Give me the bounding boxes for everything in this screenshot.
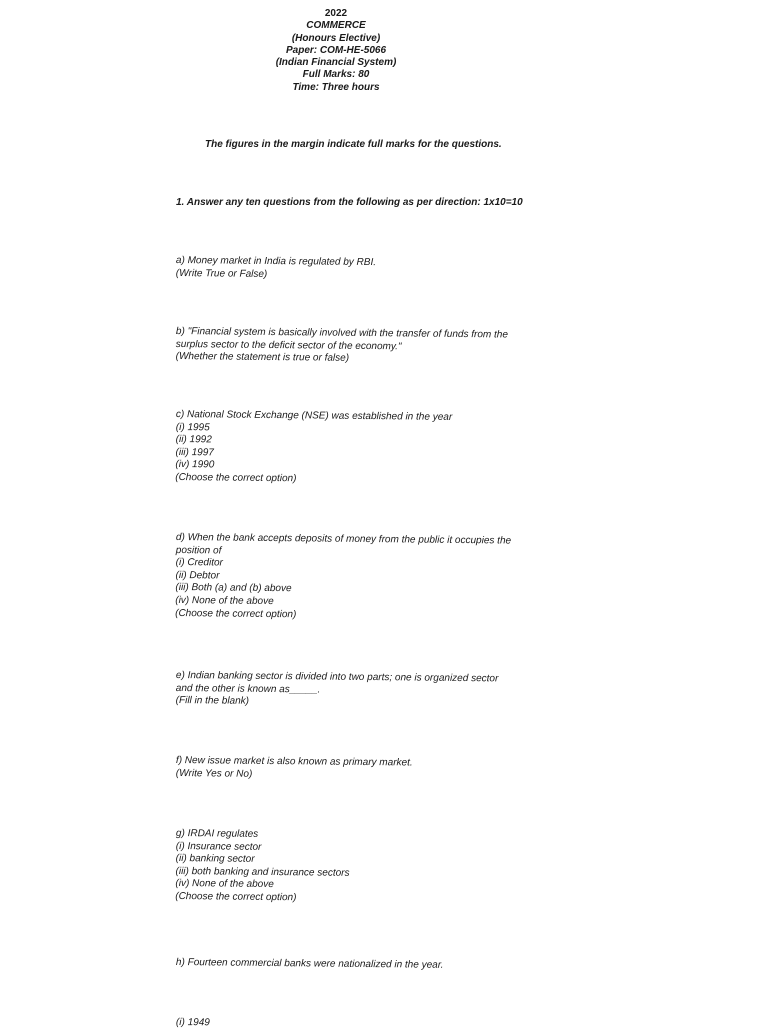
question-direction: (Write Yes or No) — [175, 767, 253, 780]
question-line: surplus sector to the deficit sector of the economy." — [175, 338, 402, 352]
question-option: (iv) 1990 — [175, 459, 215, 471]
question-direction: (Choose the correct option) — [175, 471, 297, 485]
question-line: c) National Stock Exchange (NSE) was established in the year — [175, 409, 453, 423]
question-1b — [176, 326, 516, 367]
question-1d — [175, 532, 516, 624]
question-1f — [176, 755, 516, 784]
question-option: (iii) both banking and insurance sectors — [175, 865, 350, 879]
exam-paper-code: Paper: COM-HE-5066 — [285, 44, 387, 56]
exam-course: (Honours Elective) — [291, 32, 381, 44]
question-1e — [176, 670, 516, 711]
question-1-heading: 1. Answer any ten questions from the following as per direction: 1x10=10 — [176, 197, 523, 208]
question-option: (i) Insurance sector — [175, 840, 262, 853]
question-option: (i) 1995 — [175, 421, 210, 433]
exam-paper-title: (Indian Financial System) — [275, 57, 397, 69]
question-line: f) New issue market is also known as primary market. — [175, 755, 413, 769]
question-option: (i) 1949 — [175, 1017, 210, 1029]
exam-subject: COMMERCE — [306, 20, 366, 32]
exam-time: Time: Three hours — [292, 81, 380, 93]
question-direction: (Choose the correct option) — [175, 890, 297, 904]
question-option: (iii) 1997 — [175, 446, 214, 459]
question-1g — [175, 828, 516, 907]
question-1h — [176, 957, 516, 973]
question-option: (ii) Debtor — [175, 569, 220, 582]
exam-header — [236, 8, 436, 94]
question-line: a) Money market in India is regulated by RBI. — [175, 255, 377, 269]
question-line: e) Indian banking sector is divided into two parts; one is organized sector — [175, 670, 499, 685]
exam-full-marks: Full Marks: 80 — [302, 69, 370, 81]
question-direction: (Choose the correct option) — [175, 607, 297, 620]
question-line: b) "Financial system is basically involved with the transfer of funds from the — [175, 326, 509, 341]
question-option: (iv) None of the above — [175, 594, 274, 607]
question-line: (Write True or False) — [175, 267, 268, 280]
question-1h-option — [176, 1017, 516, 1033]
question-option: (i) Creditor — [175, 557, 223, 569]
question-option: (ii) banking sector — [175, 853, 255, 866]
question-line: (Whether the statement is true or false) — [175, 351, 350, 365]
question-line: position of — [175, 544, 222, 557]
question-direction: (Fill in the blank) — [175, 695, 250, 707]
question-option: (iv) None of the above — [175, 878, 274, 891]
question-line: and the other is known as_____. — [175, 682, 321, 696]
question-line: g) IRDAI regulates — [175, 828, 259, 840]
question-option: (ii) 1992 — [175, 434, 212, 446]
exam-instruction: The figures in the margin indicate full marks for the questions. — [205, 139, 502, 150]
question-line: h) Fourteen commercial banks were nationalized in the year. — [175, 957, 444, 971]
question-1a — [176, 255, 516, 284]
question-line: d) When the bank accepts deposits of money from the public it occupies the — [175, 532, 512, 547]
question-1c — [175, 409, 516, 488]
exam-year: 2022 — [324, 8, 348, 19]
question-option: (iii) Both (a) and (b) above — [175, 582, 292, 595]
